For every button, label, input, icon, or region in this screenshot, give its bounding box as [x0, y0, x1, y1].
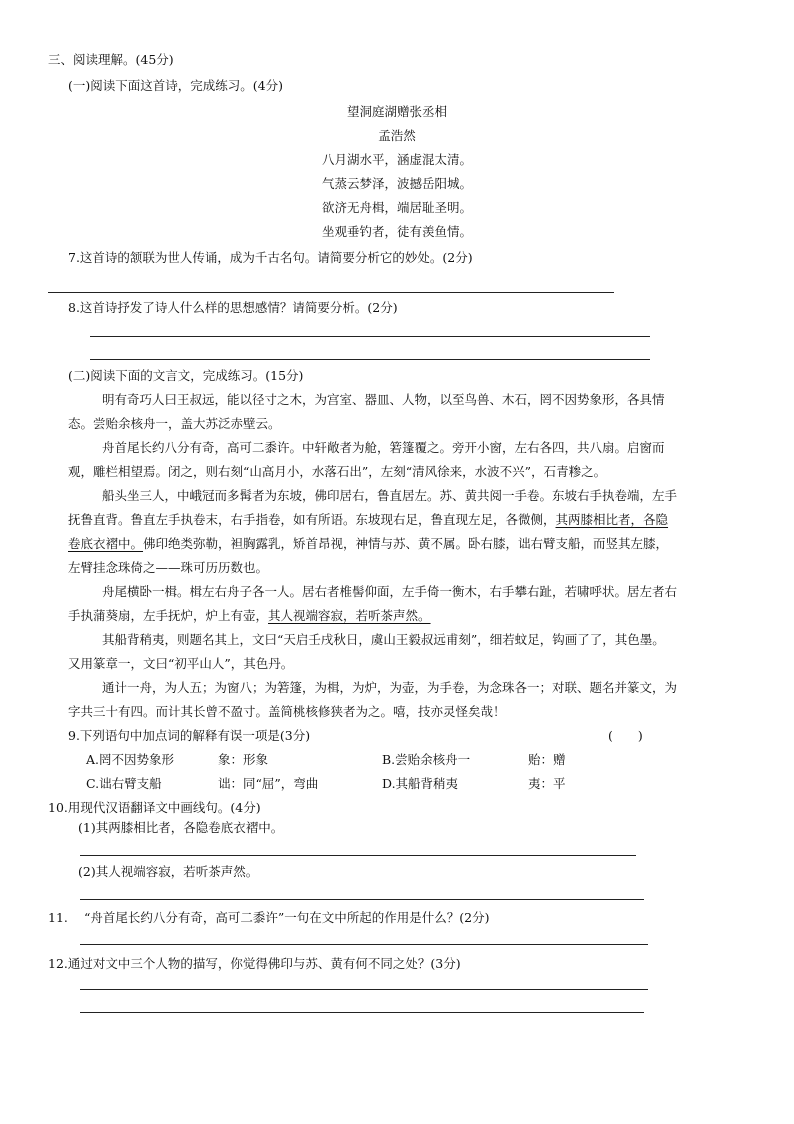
option-label-b: B.尝贻余核舟一	[382, 752, 471, 767]
poem-line: 坐观垂钓者，徒有羡鱼情。	[321, 224, 472, 239]
option-label-c: C.诎右臂支船	[86, 776, 162, 791]
passage-line	[68, 512, 668, 528]
underlined-sentence-1: 其两膝相比者，各隐	[555, 512, 669, 527]
answer-line-q12[interactable]	[80, 989, 648, 990]
question-12: 12.通过对文中三个人物的描写，你觉得佛印与苏、黄有何不同之处？(3分)	[48, 956, 461, 971]
answer-line-q8[interactable]	[90, 336, 650, 337]
passage-line	[68, 608, 431, 624]
option-gloss-c: 诎：同“屈”，弯曲	[218, 776, 319, 791]
passage-line	[68, 536, 668, 552]
passage-text: 抚鲁直背。鲁直左手执卷末，右手指卷，如有所语。东坡现右足，鲁直现左足，各微侧，	[68, 512, 556, 527]
question-7: 7.这首诗的颔联为世人传诵，成为千古名句。请简要分析它的妙处。(2分)	[68, 250, 473, 265]
passage-line: 舟尾横卧一楫。楫左右舟子各一人。居右者椎髻仰面，左手倚一衡木，右手攀右趾，若啸呼状。居左者右	[102, 584, 678, 599]
passage-line: 观，雕栏相望焉。闭之，则右刻“山高月小，水落石出”，左刻“清风徐来，水波不兴”，石青糁之。	[68, 464, 607, 479]
answer-line-q7[interactable]	[48, 292, 614, 293]
passage-text: 手执蒲葵扇，左手抚炉，炉上有壶，	[68, 608, 269, 623]
option-label-d: D.其船背稍夷	[382, 776, 459, 791]
part1-heading: (一)阅读下面这首诗，完成练习。(4分)	[68, 78, 283, 93]
part2-heading: (二)阅读下面的文言文，完成练习。(15分)	[68, 368, 304, 383]
question-10-sentence-2: (2)其人视端容寂，若听茶声然。	[78, 864, 259, 879]
section-title: 三、阅读理解。(45分)	[48, 52, 174, 67]
poem-line: 气蒸云梦泽，波撼岳阳城。	[321, 176, 472, 191]
answer-line-q8[interactable]	[90, 359, 650, 360]
poem-title: 望洞庭湖赠张丞相	[346, 104, 447, 119]
passage-text: 佛印绝类弥勒，袒胸露乳，矫首昂视，神情与苏、黄不属。卧右膝，诎右臂支船，而竖其左膝，	[143, 536, 669, 551]
underlined-sentence-2: 其人视端容寂，若听茶声然。	[268, 608, 431, 623]
passage-line: 态。尝贻余核舟一，盖大苏泛赤壁云。	[68, 416, 281, 431]
option-gloss-b: 贻：赠	[528, 752, 566, 767]
passage-line: 舟首尾长约八分有奇，高可二黍许。中轩敞者为舱，箬篷覆之。旁开小窗，左右各四，共八扇。启窗而	[102, 440, 665, 455]
question-9: 9.下列语句中加点词的解释有误一项是(3分)	[68, 728, 311, 743]
answer-line-q10-2[interactable]	[80, 899, 644, 900]
passage-line: 船头坐三人，中峨冠而多髯者为东坡，佛印居右，鲁直居左。苏、黄共阅一手卷。东坡右手执卷端，左手	[102, 488, 678, 503]
question-8: 8.这首诗抒发了诗人什么样的思想感情？请简要分析。(2分)	[68, 300, 398, 315]
option-gloss-d: 夷：平	[528, 776, 566, 791]
passage-line: 字共三十有四。而计其长曾不盈寸。盖简桃核修狭者为之。嘻，技亦灵怪矣哉！	[68, 704, 506, 719]
answer-line-q10-1[interactable]	[80, 855, 636, 856]
question-10: 10.用现代汉语翻译文中画线句。(4分)	[48, 800, 261, 815]
answer-bracket-q9[interactable]: ( )	[608, 728, 643, 743]
poem-author: 孟浩然	[378, 128, 416, 143]
option-label-a: A.罔不因势象形	[86, 752, 175, 767]
passage-line: 通计一舟，为人五；为窗八；为箬篷，为楫，为炉，为壶，为手卷，为念珠各一；对联、题名并篆文，为	[102, 680, 678, 695]
passage-line: 又用篆章一，文曰“初平山人”，其色丹。	[68, 656, 294, 671]
answer-line-q11[interactable]	[80, 944, 648, 945]
question-11-number: 11.	[48, 910, 68, 925]
question-11: “舟首尾长约八分有奇，高可二黍许”一句在文中所起的作用是什么？(2分)	[84, 910, 490, 925]
option-gloss-a: 象：形象	[218, 752, 269, 767]
question-10-sentence-1: (1)其两膝相比者，各隐卷底衣褶中。	[78, 820, 284, 835]
underlined-sentence-1-cont: 卷底衣褶中。	[68, 536, 144, 551]
passage-line: 其船背稍夷，则题名其上，文曰“天启壬戌秋日，虞山王毅叔远甫刻”，细若蚊足，钩画了了，其色墨。	[102, 632, 665, 647]
poem-line: 八月湖水平，涵虚混太清。	[321, 152, 472, 167]
passage-line: 明有奇巧人曰王叔远，能以径寸之木，为宫室、器皿、人物，以至鸟兽、木石，罔不因势象形，各具情	[102, 392, 665, 407]
answer-line-q12[interactable]	[80, 1012, 644, 1013]
passage-line: 左臂挂念珠倚之——珠可历历数也。	[68, 560, 269, 575]
poem-line: 欲济无舟楫，端居耻圣明。	[321, 200, 472, 215]
